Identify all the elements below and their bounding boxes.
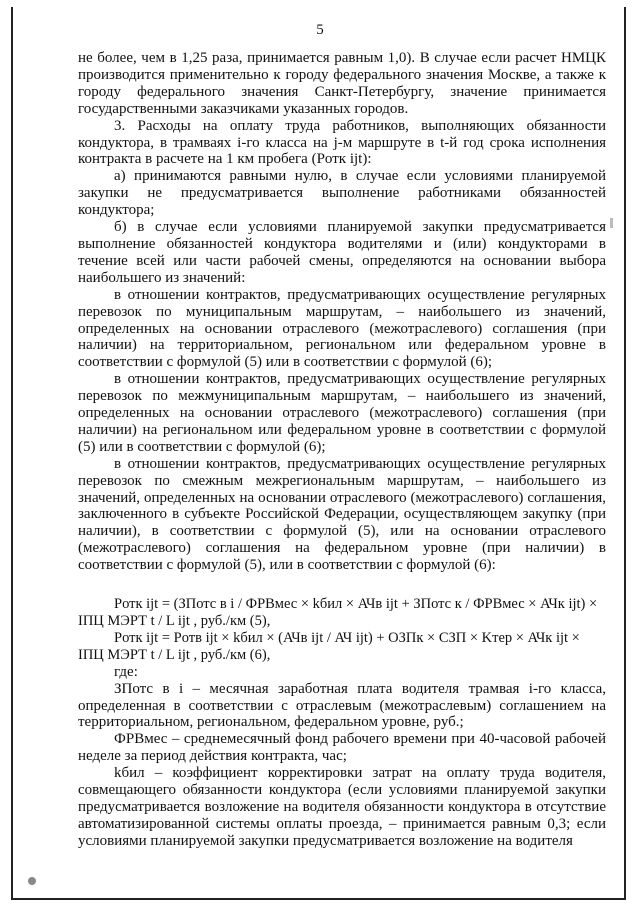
formula-6: Pотк ijt = Pотв ijt × kбил × (АЧв ijt / АЧ ijt) + ОЗПк × СЗП × Kтер × АЧк ijt × IПЦ МЭРТ t / L ijt , руб./км (6), bbox=[78, 629, 580, 663]
where-label: где: bbox=[114, 663, 138, 680]
paragraph-subitem-b: б) в случае если условиями планируемой закупки предусматривается выполнение обязанностей кондуктора водителями и (или) кондукторами в течение всей или части рабочей смены, определяются на основании выбора наибольшего из значений: bbox=[78, 219, 606, 286]
definition-frv: ФРВмес – среднемесячный фонд рабочего времени при 40-часовой рабочей неделе за период действия контракта, час; bbox=[78, 731, 606, 765]
definition-kbil: kбил – коэффициент корректировки затрат на оплату труда водителя, совмещающего обязанности кондуктора (если условиями планируемой закупки предусматривается возложение на водителя обязанности кондуктора в отсутствие автоматизированной системы оплаты проезда, – принимается равным 0,3; если условиями планируемой закупки предусматривается возложение на водителя bbox=[78, 765, 606, 849]
scan-artifact-dot bbox=[28, 877, 36, 885]
paragraph-subitem-a: а) принимаются равными нулю, в случае если условиями планируемой закупки не предусматривается выполнение работниками обязанностей кондуктора; bbox=[78, 168, 606, 219]
formula-block bbox=[78, 596, 606, 664]
document-body bbox=[78, 50, 606, 850]
paragraph-municipal-routes: в отношении контрактов, предусматривающих осуществление регулярных перевозок по муниципальным маршрутам, – наибольшего из значений, определенных на основании отраслевого (межотраслевого) соглашения (при наличии) на территориальном, региональном или федеральном уровне в соответствии с формулой (5) или в соответствии с формулой (6); bbox=[78, 286, 606, 371]
paragraph-item-3: 3. Расходы на оплату труда работников, выполняющих обязанности кондуктора, в трамваях i-го класса на j-м маршруте в t-й год срока исполнения контракта в расчете на 1 км пробега (Pотк ijt): bbox=[78, 117, 606, 168]
page-number: 5 bbox=[316, 22, 324, 38]
paragraph-continuation: не более, чем в 1,25 раза, принимается равным 1,0). В случае если расчет НМЦК производится применительно к городу федерального значения Москве, а также к городу федерального значения Санкт-Петербургу, значение принимается государственными заказчиками указанных городов. bbox=[78, 50, 606, 117]
scan-artifact-line bbox=[610, 218, 613, 228]
definition-zp-driver: ЗПотс в i – месячная заработная плата водителя трамвая i-го класса, определенная в соответствии с отраслевым (межотраслевым) соглашением на территориальном, региональном, федеральном уровне, руб.; bbox=[78, 680, 606, 731]
paragraph-intermunicipal-routes: в отношении контрактов, предусматривающих осуществление регулярных перевозок по межмуниципальным маршрутам, – наибольшего из значений, определенных на основании отраслевого (межотраслевого) соглашения (при наличии) на региональном или федеральном уровне в соответствии с формулой (5) или в соответствии с формулой (6); bbox=[78, 371, 606, 455]
paragraph-interregional-routes: в отношении контрактов, предусматривающих осуществление регулярных перевозок по смежным межрегиональным маршрутам, – наибольшего из значений, определенных на основании отраслевого (межотраслевого) соглашения, заключенного в субъекте Российской Федерации, осуществляющем закупку (при наличии), в соответствии с формулой (5), или на основании отраслевого (межотраслевого) соглашения на федеральном уровне (при наличии) в соответствии с формулой (5), или в соответствии с формулой (6): bbox=[78, 455, 606, 574]
formula-5: Pотк ijt = (ЗПотс в i / ФРВмес × kбил × АЧв ijt + ЗПотс к / ФРВмес × АЧк ijt) × IПЦ МЭРТ t / L ijt , руб./км (5), bbox=[78, 596, 598, 629]
